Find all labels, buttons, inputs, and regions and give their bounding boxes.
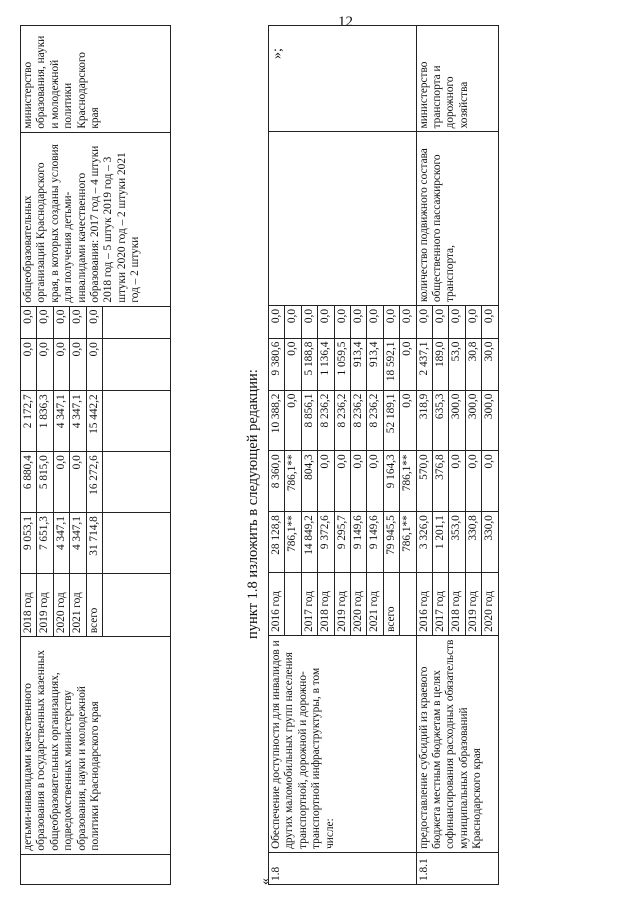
value-cell: 786,1** (400, 451, 416, 512)
value-cell: 376,8 (433, 451, 449, 512)
value-cell: 15 442,2 (86, 391, 102, 452)
value-cell: 0,0 (53, 452, 69, 513)
value-cell: 0,0 (351, 306, 367, 339)
description-cell: детьми-инвалидами качественного образования в государственных казенных общеобразовательных организациях, подведомственных министерству образования, науки и молодежной политики Краснодарского края (21, 637, 171, 854)
value-cell: 31 714,8 (86, 513, 102, 574)
value-cell: 0,0 (318, 306, 334, 339)
value-cell: 3 326,0 (416, 512, 432, 573)
value-cell: 18 592,1 (383, 338, 399, 390)
executor-cell: министерство транспорта и дорожного хозяйства (416, 26, 498, 132)
value-cell: 9 149,6 (367, 512, 383, 573)
value-cell: 1 136,4 (318, 338, 334, 390)
value-cell: 0,0 (269, 306, 285, 339)
value-cell: 0,0 (351, 451, 367, 512)
value-cell: 8 236,2 (318, 390, 334, 451)
value-cell: 30,0 (482, 338, 498, 390)
value-cell: 300,0 (465, 390, 481, 451)
value-cell: 0,0 (449, 451, 465, 512)
year-cell: 2018 год (449, 572, 465, 635)
value-cell: 0,0 (383, 306, 399, 339)
year-cell: 2021 год (367, 572, 383, 635)
value-cell: 0,0 (86, 306, 102, 339)
value-cell: 0,0 (400, 390, 416, 451)
value-cell: 1 059,5 (334, 338, 350, 390)
value-cell: 0,0 (416, 306, 432, 339)
empty-cell (103, 513, 171, 574)
empty-cell (103, 391, 171, 452)
value-cell: 16 272,6 (86, 452, 102, 513)
year-cell: 2020 год (53, 574, 69, 637)
page-number: 12 (338, 14, 353, 30)
executor-cell (269, 26, 417, 132)
value-cell: 9 372,6 (318, 512, 334, 573)
year-cell: 2019 год (334, 572, 350, 635)
year-cell: 2020 год (351, 572, 367, 635)
value-cell: 0,0 (285, 306, 301, 339)
description-cell: Обеспечение доступности для инвалидов и других маломобильных групп населения транспортной, дорожной и дорожно-транспортной инфраструктуры, в том числе: (269, 635, 417, 852)
year-cell: 2018 год (318, 572, 334, 635)
value-cell: 1 201,1 (433, 512, 449, 573)
number-cell: 1.8.1 (416, 852, 498, 884)
year-cell: всего (383, 572, 399, 635)
value-cell: 0,0 (334, 451, 350, 512)
open-quote: « (258, 878, 273, 885)
value-cell: 300,0 (482, 390, 498, 451)
closing-quote: »; (270, 48, 285, 59)
year-cell: 2016 год (269, 572, 285, 635)
value-cell: 9 053,1 (21, 513, 37, 574)
value-cell: 9 295,7 (334, 512, 350, 573)
value-cell: 0,0 (86, 339, 102, 391)
value-cell: 0,0 (482, 451, 498, 512)
year-cell: 2017 год (301, 572, 317, 635)
value-cell: 14 849,2 (301, 512, 317, 573)
rotated-sheet (20, 25, 620, 885)
section-heading: пункт 1.8 изложить в следующей редакции: (245, 369, 261, 639)
value-cell: 0,0 (70, 452, 86, 513)
value-cell: 189,0 (433, 338, 449, 390)
result-cell: количество подвижного состава общественного пассажирского транспорта, (416, 132, 498, 306)
value-cell: 6 880,4 (21, 452, 37, 513)
value-cell: 786,1** (400, 512, 416, 573)
value-cell: 786,1** (285, 512, 301, 573)
value-cell: 0,0 (53, 306, 69, 339)
value-cell: 0,0 (400, 338, 416, 390)
value-cell: 53,0 (449, 338, 465, 390)
year-cell: 2019 год (465, 572, 481, 635)
value-cell: 0,0 (37, 306, 53, 339)
value-cell: 8 236,2 (367, 390, 383, 451)
value-cell: 4 347,1 (53, 513, 69, 574)
empty-cell (103, 452, 171, 513)
value-cell: 0,0 (285, 338, 301, 390)
value-cell: 0,0 (482, 306, 498, 339)
value-cell: 300,0 (449, 390, 465, 451)
value-cell: 8 236,2 (334, 390, 350, 451)
value-cell: 1 836,3 (37, 391, 53, 452)
value-cell: 5 188,8 (301, 338, 317, 390)
value-cell: 7 651,3 (37, 513, 53, 574)
value-cell: 30,8 (465, 338, 481, 390)
value-cell: 353,0 (449, 512, 465, 573)
table-row (416, 26, 432, 885)
value-cell: 2 437,1 (416, 338, 432, 390)
year-cell: 2017 год (433, 572, 449, 635)
value-cell: 10 388,2 (269, 390, 285, 451)
value-cell: 570,0 (416, 451, 432, 512)
result-cell: общеобразовательных организаций Краснодарского края, в которых созданы условия для получения детьми-инвалидами качественного образования: 2017 год – 4 штуки 2018 год – 5 штук 2019 год – 3 штуки 2020 год – 2 штуки 2021 год – 2 штуки (21, 132, 171, 306)
year-cell: 2016 год (416, 572, 432, 635)
executor-cell: министерство образования, науки и молодежной политики Краснодарского края (21, 26, 171, 133)
value-cell: 0,0 (21, 339, 37, 391)
value-cell: 0,0 (334, 306, 350, 339)
year-cell: 2020 год (482, 572, 498, 635)
value-cell: 5 815,0 (37, 452, 53, 513)
value-cell: 8 856,1 (301, 390, 317, 451)
value-cell: 4 347,1 (70, 391, 86, 452)
value-cell: 635,3 (433, 390, 449, 451)
number-cell (21, 854, 171, 884)
description-cell: предоставление субсидий из краевого бюджета местным бюджетам в целях софинансирования расходных обязательств муниципальных образований Краснодарского края (416, 635, 498, 852)
value-cell: 0,0 (367, 306, 383, 339)
year-cell: всего (86, 574, 102, 637)
value-cell: 0,0 (433, 306, 449, 339)
value-cell: 0,0 (70, 306, 86, 339)
value-cell: 0,0 (70, 339, 86, 391)
number-cell: 1.8 (269, 852, 417, 884)
value-cell: 2 172,7 (21, 391, 37, 452)
table-continuation (20, 25, 171, 885)
value-cell: 9 164,3 (383, 451, 399, 512)
value-cell: 0,0 (21, 306, 37, 339)
value-cell: 0,0 (285, 390, 301, 451)
value-cell: 4 347,1 (70, 513, 86, 574)
year-cell: 2018 год (21, 574, 37, 637)
value-cell: 0,0 (318, 451, 334, 512)
year-cell (400, 572, 416, 635)
value-cell: 0,0 (465, 306, 481, 339)
value-cell: 330,0 (482, 512, 498, 573)
value-cell: 0,0 (301, 306, 317, 339)
value-cell: 79 945,5 (383, 512, 399, 573)
value-cell: 4 347,1 (53, 391, 69, 452)
empty-cell (103, 306, 171, 339)
value-cell: 52 189,1 (383, 390, 399, 451)
value-cell: 0,0 (449, 306, 465, 339)
value-cell: 0,0 (37, 339, 53, 391)
table-row (269, 26, 285, 885)
value-cell: 0,0 (367, 451, 383, 512)
value-cell: 8 360,0 (269, 451, 285, 512)
value-cell: 0,0 (465, 451, 481, 512)
value-cell: 8 236,2 (351, 390, 367, 451)
value-cell: 0,0 (53, 339, 69, 391)
value-cell: 913,4 (367, 338, 383, 390)
value-cell: 9 149,6 (351, 512, 367, 573)
value-cell: 0,0 (400, 306, 416, 339)
table-item-1-8 (268, 25, 499, 885)
result-cell (269, 132, 417, 306)
value-cell: 913,4 (351, 338, 367, 390)
empty-cell (103, 339, 171, 391)
value-cell: 9 380,6 (269, 338, 285, 390)
year-cell: 2021 год (70, 574, 86, 637)
value-cell: 28 128,8 (269, 512, 285, 573)
year-cell: 2019 год (37, 574, 53, 637)
value-cell: 804,3 (301, 451, 317, 512)
table-row (21, 26, 37, 885)
empty-cell (103, 574, 171, 637)
value-cell: 786,1** (285, 451, 301, 512)
value-cell: 330,8 (465, 512, 481, 573)
year-cell (285, 572, 301, 635)
value-cell: 318,9 (416, 390, 432, 451)
